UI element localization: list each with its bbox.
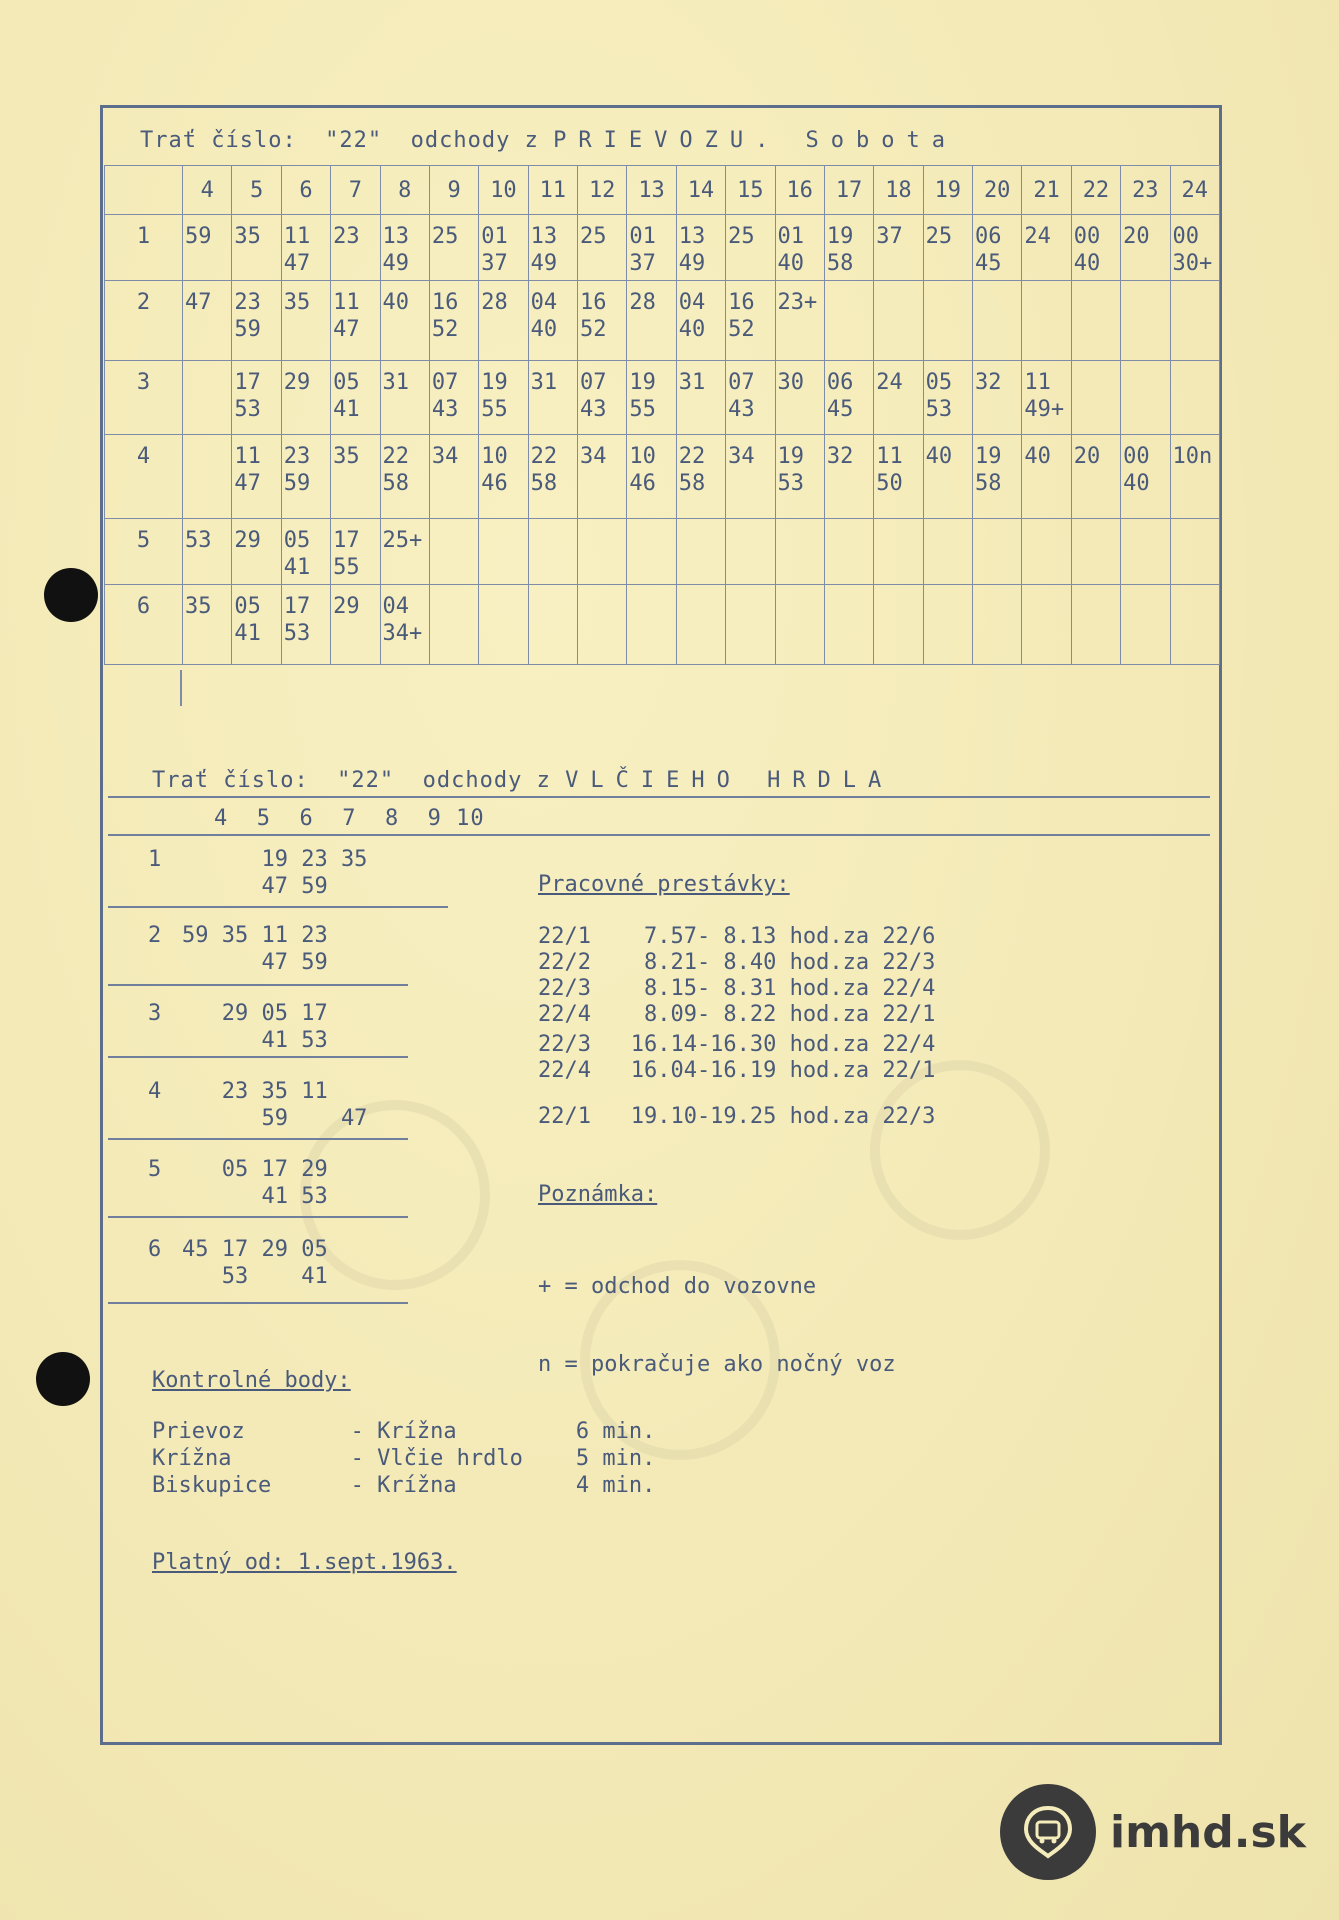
hour-header: 11: [528, 166, 577, 215]
departure-cell: 30: [775, 361, 824, 435]
departure-cell: [1121, 361, 1170, 435]
departure-minutes: 59 35 11 23: [182, 923, 328, 948]
departure-cell: 17 53: [281, 585, 330, 665]
departure-cell: [824, 585, 873, 665]
prievoz-timetable: [104, 165, 1220, 665]
row-label-header: [105, 166, 183, 215]
break-line: 22/1 7.57- 8.13 hod.za 22/6: [538, 924, 936, 949]
departure-cell: 29: [232, 519, 281, 585]
departure-cell: [528, 585, 577, 665]
departure-cell: 16 52: [429, 281, 478, 361]
departure-cell: 10 46: [627, 435, 676, 519]
list-item: [148, 922, 328, 976]
departure-cell: 35: [331, 435, 380, 519]
section2-rule: [108, 796, 1210, 798]
departure-cell: 25: [923, 215, 972, 281]
departure-cell: 17 53: [232, 361, 281, 435]
row-label: 2: [105, 281, 183, 361]
row-rule: [108, 906, 448, 908]
departure-cell: 32: [973, 361, 1022, 435]
departure-cell: 01 40: [775, 215, 824, 281]
row-rule: [108, 984, 408, 986]
hour-header: 9: [429, 166, 478, 215]
table-row: [105, 585, 1220, 665]
hour-header: 20: [973, 166, 1022, 215]
departure-cell: 23 59: [232, 281, 281, 361]
departure-cell: 24: [874, 361, 923, 435]
hour-header: 17: [824, 166, 873, 215]
departure-cell: 00 40: [1071, 215, 1120, 281]
departure-cell: 25+: [380, 519, 429, 585]
departure-cell: 11 47: [232, 435, 281, 519]
hour-header: 8: [380, 166, 429, 215]
departure-cell: [1170, 585, 1220, 665]
section2-title: [152, 768, 893, 793]
departure-minutes: 53 41: [182, 1264, 328, 1289]
row-label: 5: [105, 519, 183, 585]
departure-cell: [726, 585, 775, 665]
hour-header: 10: [479, 166, 528, 215]
hour-header: 5: [232, 166, 281, 215]
breaks-group: [538, 1032, 935, 1084]
departure-cell: [183, 361, 232, 435]
departure-cell: 35: [232, 215, 281, 281]
departure-cell: 01 37: [627, 215, 676, 281]
break-line: 22/3 16.14-16.30 hod.za 22/4: [538, 1032, 936, 1057]
departure-cell: [726, 519, 775, 585]
departure-cell: 34: [578, 435, 627, 519]
departure-cell: 40: [1022, 435, 1071, 519]
row-rule: [108, 1056, 408, 1058]
departure-cell: [1071, 519, 1120, 585]
departure-cell: [1071, 361, 1120, 435]
note-block: [538, 1222, 896, 1404]
hour-header: 13: [627, 166, 676, 215]
departure-cell: 05 53: [923, 361, 972, 435]
row-label: 4: [148, 1079, 162, 1104]
departure-cell: 06 45: [824, 361, 873, 435]
departure-cell: 07 43: [429, 361, 478, 435]
departure-cell: 28: [627, 281, 676, 361]
departure-cell: 29: [331, 585, 380, 665]
departure-cell: [923, 281, 972, 361]
departure-cell: 07 43: [578, 361, 627, 435]
valid-from: Platný od: 1.sept.1963.: [152, 1550, 457, 1575]
departure-cell: 13 49: [528, 215, 577, 281]
hour-header: 21: [1022, 166, 1071, 215]
departure-minutes: 23 35 11: [182, 1079, 328, 1104]
table-tail-line: [180, 670, 182, 706]
departure-cell: 34: [429, 435, 478, 519]
departure-cell: [973, 281, 1022, 361]
departure-cell: 25: [578, 215, 627, 281]
departure-cell: [874, 585, 923, 665]
list-item: [148, 1000, 328, 1054]
hour-header: 18: [874, 166, 923, 215]
departure-cell: [1022, 281, 1071, 361]
punch-hole: [44, 568, 98, 622]
row-label: 4: [105, 435, 183, 519]
row-rule: [108, 1216, 408, 1218]
departure-cell: [627, 585, 676, 665]
departure-cell: 24: [1022, 215, 1071, 281]
departure-cell: 32: [824, 435, 873, 519]
departure-cell: 13 49: [676, 215, 725, 281]
departure-cell: [874, 519, 923, 585]
table-row: [105, 281, 1220, 361]
row-rule: [108, 1138, 408, 1140]
departure-cell: [578, 585, 627, 665]
departure-cell: 59: [183, 215, 232, 281]
departure-minutes: 45 17 29 05: [182, 1237, 328, 1262]
departure-cell: [479, 519, 528, 585]
departure-cell: [1121, 519, 1170, 585]
departure-cell: 06 45: [973, 215, 1022, 281]
departure-cell: 19 58: [973, 435, 1022, 519]
departure-cell: 05 41: [232, 585, 281, 665]
section1-title: [140, 128, 957, 153]
punch-hole: [36, 1352, 90, 1406]
hour-header: 24: [1170, 166, 1220, 215]
departure-cell: 35: [281, 281, 330, 361]
departure-cell: [1071, 585, 1120, 665]
departure-cell: 10n: [1170, 435, 1220, 519]
departure-minutes: 47 59: [182, 950, 328, 975]
departure-cell: 29: [281, 361, 330, 435]
hour-header: 4: [183, 166, 232, 215]
checkpoint-line: Krížna - Vlčie hrdlo 5 min.: [152, 1446, 656, 1471]
departure-cell: 35: [183, 585, 232, 665]
departure-cell: 01 37: [479, 215, 528, 281]
note-line: n = pokračuje ako nočný voz: [538, 1352, 896, 1377]
departure-cell: [1170, 281, 1220, 361]
breaks-group: [538, 1104, 935, 1130]
departure-cell: 19 58: [824, 215, 873, 281]
departure-cell: 11 47: [281, 215, 330, 281]
departure-cell: 04 40: [676, 281, 725, 361]
row-label: 2: [148, 923, 162, 948]
break-line: 22/1 19.10-19.25 hod.za 22/3: [538, 1104, 936, 1129]
departure-cell: [874, 281, 923, 361]
departure-cell: 23 59: [281, 435, 330, 519]
departure-cell: 22 58: [380, 435, 429, 519]
row-label: 6: [148, 1237, 162, 1262]
departure-cell: 19 55: [627, 361, 676, 435]
departure-cell: [973, 519, 1022, 585]
departure-cell: 11 50: [874, 435, 923, 519]
departure-cell: [627, 519, 676, 585]
departure-cell: [775, 585, 824, 665]
departure-cell: [429, 585, 478, 665]
departure-cell: [1071, 281, 1120, 361]
table-row: [105, 361, 1220, 435]
departure-cell: [578, 519, 627, 585]
departure-cell: 34: [726, 435, 775, 519]
departure-cell: 10 46: [479, 435, 528, 519]
departure-cell: 20: [1071, 435, 1120, 519]
row-label: 5: [148, 1157, 162, 1182]
departure-minutes: 19 23 35: [182, 847, 368, 872]
departure-cell: 40: [923, 435, 972, 519]
departure-cell: [1170, 519, 1220, 585]
departure-cell: 11 47: [331, 281, 380, 361]
checkpoints-block: [152, 1418, 655, 1499]
hour-header: 16: [775, 166, 824, 215]
breaks-title: Pracovné prestávky:: [538, 872, 790, 897]
departure-cell: 22 58: [676, 435, 725, 519]
break-line: 22/4 8.09- 8.22 hod.za 22/1: [538, 1002, 936, 1027]
departure-minutes: 41 53: [182, 1028, 328, 1053]
list-item: [148, 846, 367, 900]
checkpoint-line: Prievoz - Krížna 6 min.: [152, 1419, 656, 1444]
table-row: [105, 519, 1220, 585]
hour-header: 14: [676, 166, 725, 215]
list-item: [148, 1078, 367, 1132]
departure-cell: [429, 519, 478, 585]
hours-header-row: [105, 166, 1220, 215]
departure-cell: 23: [331, 215, 380, 281]
note-line: + = odchod do vozovne: [538, 1274, 817, 1299]
departure-cell: [528, 519, 577, 585]
departure-cell: 25: [429, 215, 478, 281]
section2-hours: 4 5 6 7 8 9 10: [214, 806, 485, 831]
section2-title-prefix: Trať číslo: "22" odchody z: [152, 768, 566, 793]
checkpoints-title: Kontrolné body:: [152, 1368, 351, 1393]
departure-minutes: 29 05 17: [182, 1001, 328, 1026]
bus-icon: [1000, 1784, 1096, 1880]
row-label: 3: [105, 361, 183, 435]
departure-cell: 23+: [775, 281, 824, 361]
departure-cell: [1022, 519, 1071, 585]
departure-cell: 11 49+: [1022, 361, 1071, 435]
departure-cell: [479, 585, 528, 665]
departure-cell: 31: [528, 361, 577, 435]
hour-header: 12: [578, 166, 627, 215]
departure-cell: [973, 585, 1022, 665]
departure-cell: 28: [479, 281, 528, 361]
break-line: 22/4 16.04-16.19 hod.za 22/1: [538, 1058, 936, 1083]
departure-cell: [676, 585, 725, 665]
departure-cell: [923, 585, 972, 665]
departure-cell: 16 52: [726, 281, 775, 361]
departure-cell: 40: [380, 281, 429, 361]
departure-cell: 25: [726, 215, 775, 281]
departure-cell: [1170, 361, 1220, 435]
departure-cell: 47: [183, 281, 232, 361]
break-line: 22/2 8.21- 8.40 hod.za 22/3: [538, 950, 936, 975]
break-line: 22/3 8.15- 8.31 hod.za 22/4: [538, 976, 936, 1001]
departure-cell: 22 58: [528, 435, 577, 519]
departure-cell: [1121, 585, 1170, 665]
departure-cell: 17 55: [331, 519, 380, 585]
section2-title-place: VLČIEHO HRDLA: [565, 768, 894, 793]
departure-cell: 20: [1121, 215, 1170, 281]
table-row: [105, 215, 1220, 281]
hour-header: 22: [1071, 166, 1120, 215]
departure-cell: [824, 281, 873, 361]
hour-header: 15: [726, 166, 775, 215]
departure-cell: 37: [874, 215, 923, 281]
hour-header: 7: [331, 166, 380, 215]
logo-text: imhd.sk: [1110, 1806, 1306, 1858]
breaks-group: [538, 924, 935, 1028]
departure-cell: [676, 519, 725, 585]
departure-cell: 04 34+: [380, 585, 429, 665]
row-label: 1: [105, 215, 183, 281]
departure-minutes: 05 17 29: [182, 1157, 328, 1182]
departure-cell: 05 41: [331, 361, 380, 435]
section2-rule: [108, 834, 1210, 836]
section1-title-prefix: Trať číslo: "22" odchody z: [140, 128, 554, 153]
departure-cell: 53: [183, 519, 232, 585]
departure-cell: 04 40: [528, 281, 577, 361]
departure-minutes: 47 59: [182, 874, 328, 899]
table-row: [105, 435, 1220, 519]
departure-cell: 13 49: [380, 215, 429, 281]
row-label: 1: [148, 847, 162, 872]
note-title: Poznámka:: [538, 1182, 658, 1207]
hour-header: 19: [923, 166, 972, 215]
departure-cell: [1121, 281, 1170, 361]
hour-header: 6: [281, 166, 330, 215]
row-label: 3: [148, 1001, 162, 1026]
departure-cell: [1022, 585, 1071, 665]
list-item: [148, 1156, 328, 1210]
departure-cell: 19 55: [479, 361, 528, 435]
departure-cell: 19 53: [775, 435, 824, 519]
checkpoint-line: Biskupice - Krížna 4 min.: [152, 1473, 656, 1498]
departure-cell: 07 43: [726, 361, 775, 435]
hour-header: 23: [1121, 166, 1170, 215]
departure-cell: 31: [380, 361, 429, 435]
row-rule: [108, 1302, 408, 1304]
section1-title-place: PRIEVOZU. Sobota: [553, 128, 958, 153]
row-label: 6: [105, 585, 183, 665]
departure-cell: 05 41: [281, 519, 330, 585]
departure-cell: 00 40: [1121, 435, 1170, 519]
departure-cell: 16 52: [578, 281, 627, 361]
departure-cell: 31: [676, 361, 725, 435]
departure-minutes: 59 47: [182, 1106, 368, 1131]
departure-cell: [775, 519, 824, 585]
departure-cell: [824, 519, 873, 585]
list-item: [148, 1236, 328, 1290]
departure-cell: [183, 435, 232, 519]
departure-minutes: 41 53: [182, 1184, 328, 1209]
departure-cell: 00 30+: [1170, 215, 1220, 281]
departure-cell: [923, 519, 972, 585]
imhd-logo: [1000, 1784, 1306, 1880]
